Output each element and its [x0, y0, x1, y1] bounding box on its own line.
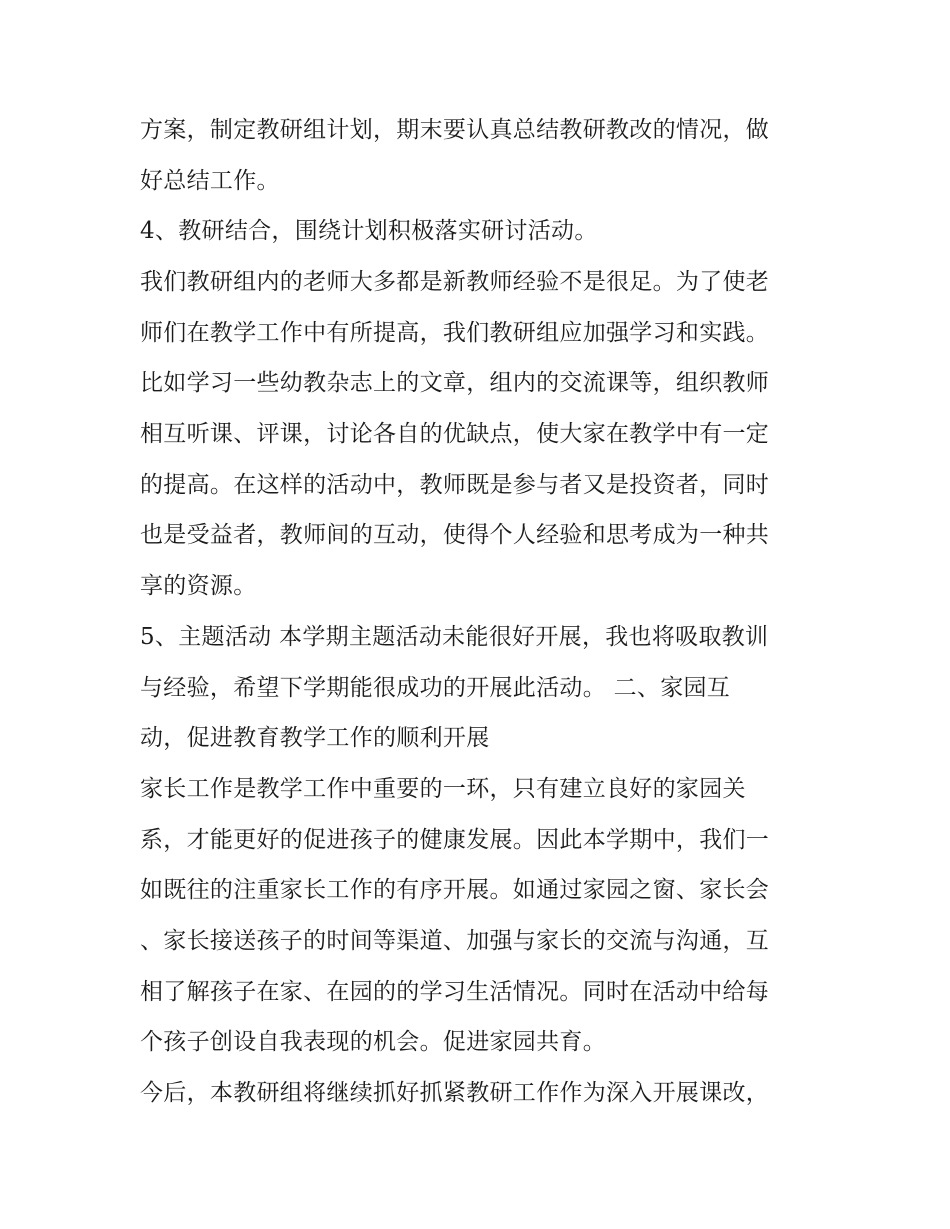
text-line: 方案，制定教研组计划，期末要认真总结教研教改的情况，做	[140, 117, 770, 143]
text-line: 如既往的注重家长工作的有序开展。如通过家园之窗、家长会	[140, 877, 770, 903]
text-line: 相了解孩子在家、在园的的学习生活情况。同时在活动中给每	[140, 979, 770, 1005]
text-line: 系，才能更好的促进孩子的健康发展。因此本学期中，我们一	[140, 827, 770, 853]
text-line: 相互听课、评课，讨论各自的优缺点，使大家在教学中有一定	[140, 421, 770, 447]
text-line: 好总结工作。	[140, 168, 280, 194]
text-line: 也是受益者，教师间的互动，使得个人经验和思考成为一种共	[140, 522, 770, 548]
text-line: 、家长接送孩子的时间等渠道、加强与家长的交流与沟通，互	[140, 928, 770, 954]
text-line: 与经验，希望下学期能很成功的开展此活动。 二、家园互	[140, 675, 731, 701]
text-line: 动，促进教育教学工作的顺利开展	[140, 725, 490, 751]
text-line: 个孩子创设自我表现的机会。促进家园共育。	[140, 1029, 606, 1055]
text-line: 师们在教学工作中有所提高，我们教研组应加强学习和实践。	[140, 320, 770, 346]
text-line: 今后，本教研组将继续抓好抓紧教研工作作为深入开展课改，	[140, 1080, 770, 1106]
text-line: 的提高。在这样的活动中，教师既是参与者又是投资者，同时	[140, 472, 770, 498]
text-line: 我们教研组内的老师大多都是新教师经验不是很足。为了使老	[140, 269, 770, 295]
text-line: 享的资源。	[140, 573, 257, 599]
text-line: 4、教研结合，围绕计划积极落实研讨活动。	[140, 218, 598, 244]
text-line: 家长工作是教学工作中重要的一环，只有建立良好的家园关	[140, 776, 746, 802]
text-line: 5、主题活动 本学期主题活动未能很好开展，我也将吸取教训	[140, 624, 769, 650]
text-line: 比如学习一些幼教杂志上的文章，组内的交流课等，组织教师	[140, 370, 770, 396]
